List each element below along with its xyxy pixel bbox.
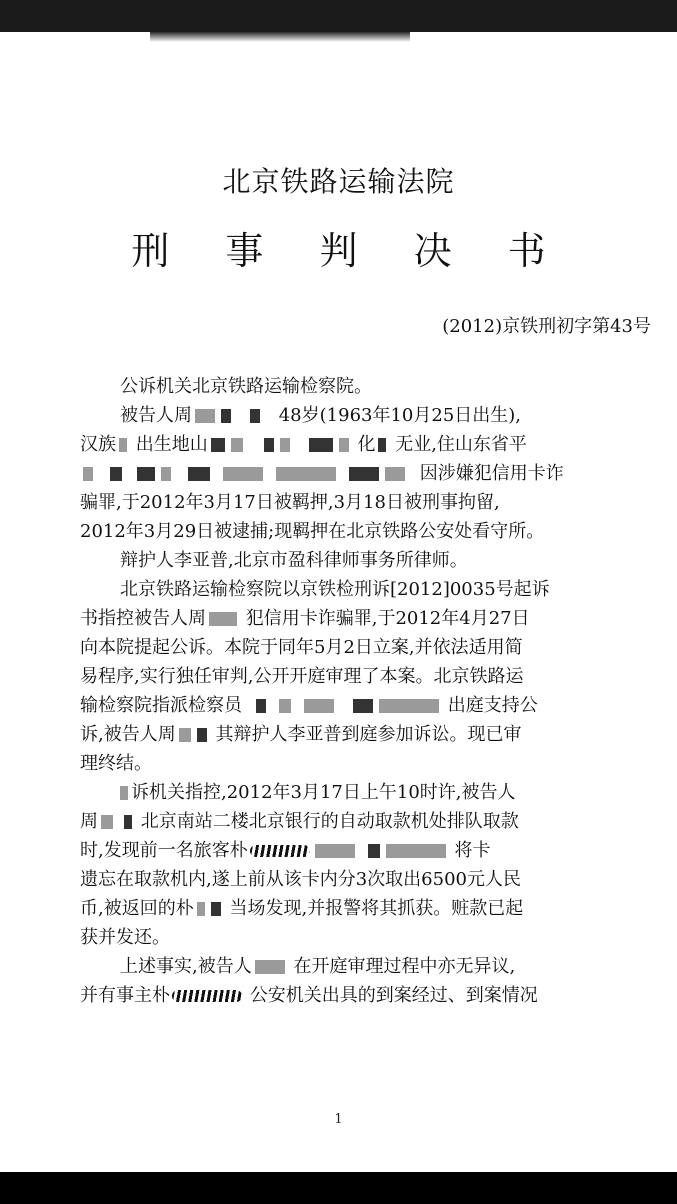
- redaction-mark: [172, 990, 242, 1002]
- redaction-mark: [279, 699, 291, 713]
- redaction-mark: [120, 786, 128, 800]
- redaction-mark: [339, 438, 349, 452]
- text-line: [80, 517, 660, 546]
- redaction-mark: [250, 409, 260, 423]
- redaction-mark: [368, 844, 380, 858]
- top-bar: [0, 0, 677, 32]
- text-segment: 向本院提起公诉。本院于同年5月2日立案,并依法适用简: [80, 637, 523, 658]
- redaction-mark: [231, 438, 243, 452]
- redaction-mark: [349, 467, 379, 481]
- text-segment: 诉机关指控,2012年3月17日上午10时许,被告人: [131, 782, 516, 803]
- text-segment: 币,被返回的朴: [80, 898, 194, 919]
- text-line: [80, 546, 660, 575]
- text-line: [80, 894, 660, 923]
- text-line: [80, 488, 660, 517]
- redaction-mark: [179, 728, 191, 742]
- text-segment: 并有事主朴: [80, 985, 170, 1006]
- text-line: [80, 807, 660, 836]
- redaction-mark: [223, 467, 263, 481]
- text-line: [80, 720, 660, 749]
- redaction-mark: [379, 699, 439, 713]
- text-segment: 遗忘在取款机内,遂上前从该卡内分3次取出6500元人民: [80, 869, 521, 890]
- document-page: [0, 32, 677, 1172]
- text-segment: 无业,住山东省平: [395, 434, 527, 455]
- text-line: [80, 662, 660, 691]
- text-segment: 易程序,实行独任审判,公开开庭审理了本案。北京铁路运: [80, 666, 524, 687]
- redaction-mark: [197, 902, 205, 916]
- redaction-mark: [211, 438, 225, 452]
- redaction-mark: [353, 699, 373, 713]
- text-segment: 犯信用卡诈骗罪,于2012年4月27日: [245, 608, 530, 629]
- redaction-mark: [280, 438, 290, 452]
- text-segment: 当场发现,并报警将其抓获。赃款已起: [229, 898, 524, 919]
- redaction-mark: [250, 845, 310, 857]
- text-segment: 公诉机关北京铁路运输检察院。: [120, 376, 372, 397]
- text-line: [80, 836, 660, 865]
- redaction-mark: [101, 815, 113, 829]
- bottom-bar: [0, 1172, 677, 1204]
- text-line: [80, 604, 660, 633]
- text-segment: 其辩护人李亚普到庭参加诉讼。现已审: [215, 724, 522, 745]
- scan-shadow: [150, 32, 410, 42]
- text-line: [80, 633, 660, 662]
- redaction-mark: [197, 728, 207, 742]
- text-segment: 北京南站二楼北京银行的自动取款机处排队取款: [140, 811, 519, 832]
- text-segment: 因涉嫌犯信用卡诈: [419, 463, 564, 484]
- case-number: (2012)京铁刑初字第43号: [442, 316, 651, 337]
- text-segment: 48岁(1963年10月25日出生),: [278, 405, 522, 426]
- redaction-mark: [211, 902, 221, 916]
- text-segment: 上述事实,被告人: [120, 956, 252, 977]
- text-segment: 汉族: [80, 434, 116, 455]
- text-segment: 北京铁路运输检察院以京铁检刑诉[2012]0035号起诉: [120, 579, 550, 600]
- court-name: 北京铁路运输法院: [222, 165, 455, 198]
- text-line: [80, 575, 660, 604]
- text-segment: 2012年3月29日被逮捕;现羁押在北京铁路公安处看守所。: [80, 521, 545, 542]
- document-body: [80, 372, 660, 1010]
- redaction-mark: [378, 438, 386, 452]
- text-segment: 将卡: [454, 840, 491, 861]
- text-segment: 化: [357, 434, 376, 455]
- document-title: 刑 事 判 决 书: [131, 229, 568, 273]
- text-line: [80, 372, 660, 401]
- text-segment: 公安机关出具的到案经过、到案情况: [249, 985, 538, 1006]
- redaction-mark: [315, 844, 355, 858]
- text-line: [80, 749, 660, 778]
- redaction-mark: [221, 409, 231, 423]
- text-line: [80, 401, 660, 430]
- text-line: [80, 952, 660, 981]
- redaction-mark: [309, 438, 333, 452]
- text-segment: 骗罪,于2012年3月17日被羁押,3月18日被刑事拘留,: [80, 492, 500, 513]
- page-number: 1: [334, 1112, 343, 1127]
- redaction-mark: [255, 960, 285, 974]
- redaction-mark: [124, 815, 132, 829]
- text-segment: 诉,被告人周: [80, 724, 176, 745]
- text-segment: 在开庭审理过程中亦无异议,: [293, 956, 516, 977]
- text-line: [80, 430, 660, 459]
- redaction-mark: [83, 467, 93, 481]
- text-segment: 出庭支持公: [447, 695, 538, 716]
- redaction-mark: [188, 467, 210, 481]
- redaction-mark: [209, 612, 237, 626]
- text-line: [80, 865, 660, 894]
- text-segment: 获并发还。: [80, 927, 170, 948]
- text-line: [80, 923, 660, 952]
- redaction-mark: [161, 467, 171, 481]
- text-segment: 周: [80, 811, 98, 832]
- redaction-mark: [264, 438, 274, 452]
- text-line: [80, 778, 660, 807]
- redaction-mark: [304, 699, 334, 713]
- text-line: [80, 981, 660, 1010]
- redaction-mark: [137, 467, 155, 481]
- text-segment: 书指控被告人周: [80, 608, 206, 629]
- text-segment: 时,发现前一名旅客朴: [80, 840, 248, 861]
- redaction-mark: [256, 699, 266, 713]
- text-segment: 出生地山: [135, 434, 208, 455]
- text-segment: 辩护人李亚普,北京市盈科律师事务所律师。: [120, 550, 468, 571]
- redaction-mark: [110, 467, 122, 481]
- text-segment: 理终结。: [80, 753, 152, 774]
- redaction-mark: [119, 438, 127, 452]
- text-segment: 被告人周: [120, 405, 192, 426]
- redaction-mark: [386, 844, 446, 858]
- redaction-mark: [276, 467, 336, 481]
- text-line: [80, 459, 660, 488]
- text-line: [80, 691, 660, 720]
- redaction-mark: [385, 467, 405, 481]
- text-segment: 输检察院指派检察员: [80, 695, 242, 716]
- redaction-mark: [195, 409, 215, 423]
